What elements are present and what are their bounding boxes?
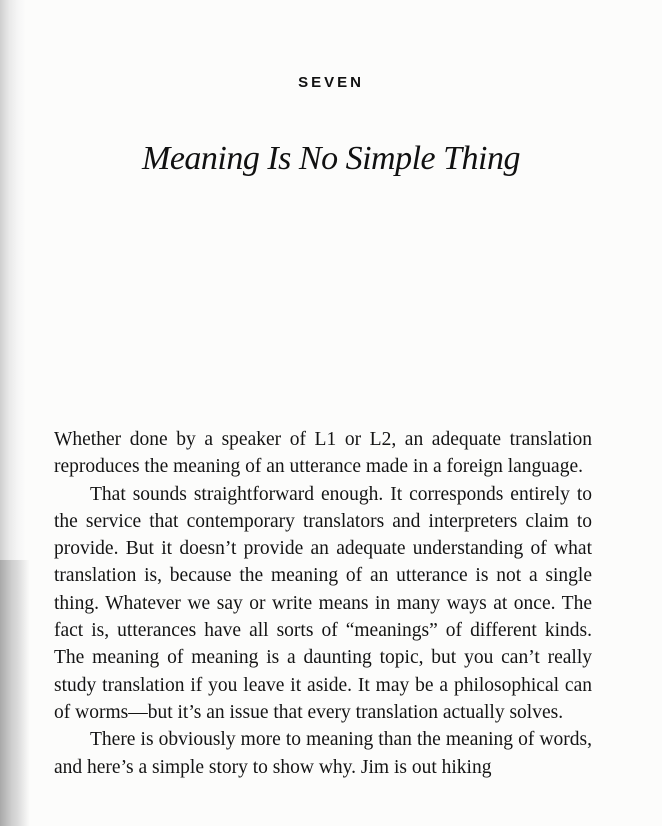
paragraph-2: That sounds straightforward enough. It corresponds entirely to the service that contemporary translators and interpreters claim to provide. But it doesn’t provide an adequate understanding of what translation is, because the meaning of an utterance is not a single thing. Whatever we say or write means in many ways at once. The fact is, utterances have all sorts of “meanings” of different kinds. The meaning of meaning is a daunting topic, but you can’t really study translation if you leave it aside. It may be a philosophical can of worms—but it’s an issue that every translation actually solves. <box>54 483 592 723</box>
paragraph-3: There is obviously more to meaning than the meaning of words, and here’s a simple story to show why. Jim is out hiking <box>54 729 592 778</box>
body-text <box>54 426 592 781</box>
page-binding-shadow-lower <box>0 560 30 826</box>
paragraph-1: Whether done by a speaker of L1 or L2, an adequate translation reproduces the meaning of an utterance made in a foreign language. <box>54 429 592 478</box>
chapter-title: Meaning Is No Simple Thing <box>142 140 520 177</box>
chapter-number-label: SEVEN <box>298 74 364 91</box>
